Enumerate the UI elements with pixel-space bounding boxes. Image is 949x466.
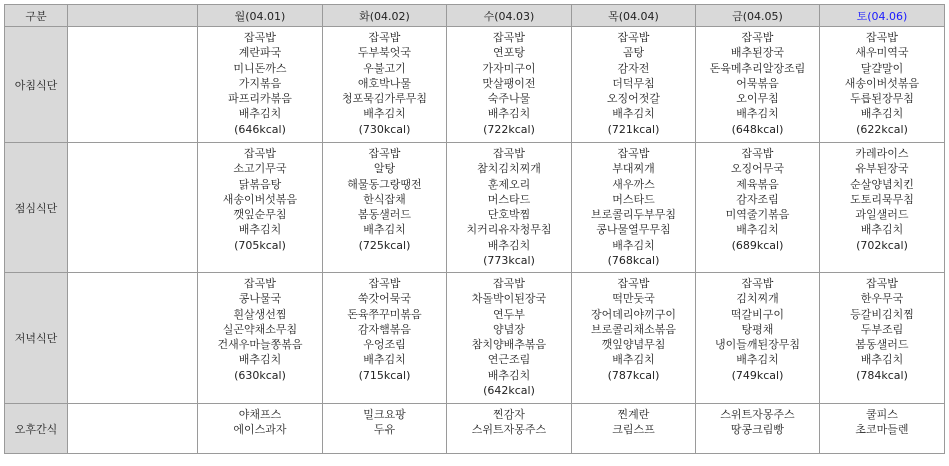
meal-label: 저녁식단 bbox=[5, 273, 68, 404]
menu-item: 배추된장국 bbox=[730, 46, 785, 60]
menu-cell-sat bbox=[820, 143, 945, 273]
menu-item: (730kcal) bbox=[358, 122, 411, 136]
menu-item: 돈육메추리알장조림 bbox=[709, 61, 806, 75]
menu-item: (648kcal) bbox=[731, 122, 784, 136]
menu-item: 배추김치 bbox=[736, 223, 779, 237]
menu-item: 치커리유자청무침 bbox=[466, 223, 552, 237]
menu-item: 감자전 bbox=[617, 61, 650, 75]
day-header-thu: 목(04.04) bbox=[572, 5, 696, 27]
menu-item: 쿨피스 bbox=[866, 408, 898, 421]
menu-item: 잡곡밥 bbox=[244, 147, 276, 160]
menu-item: 감자조림 bbox=[736, 192, 779, 206]
menu-item: (749kcal) bbox=[731, 368, 784, 382]
menu-item: 흰살생선찜 bbox=[233, 307, 287, 321]
menu-item: 잡곡밥 bbox=[741, 147, 774, 160]
menu-item: 오징어젓갈 bbox=[606, 92, 661, 106]
menu-item: 감자햄볶음 bbox=[357, 322, 412, 336]
menu-item: (705kcal) bbox=[234, 238, 286, 252]
menu-cell-fri bbox=[696, 273, 820, 404]
menu-cell-wed bbox=[447, 273, 572, 404]
menu-item: 배추김치 bbox=[363, 353, 406, 367]
menu-item: 미니돈까스 bbox=[233, 61, 287, 75]
menu-item: 잡곡밥 bbox=[493, 31, 525, 44]
menu-item: 새송이버섯볶음 bbox=[844, 76, 920, 90]
menu-item: 연근조림 bbox=[487, 353, 531, 367]
menu-cell-tue bbox=[323, 404, 447, 454]
menu-item: 배추김치 bbox=[860, 353, 904, 367]
menu-cell-tue bbox=[323, 273, 447, 404]
menu-item: 봄동샐러드 bbox=[855, 338, 909, 352]
menu-item: 잡곡밥 bbox=[368, 31, 401, 44]
menu-item: 배추김치 bbox=[487, 368, 531, 382]
menu-item: 브로콜리채소볶음 bbox=[590, 322, 676, 336]
menu-cell-wed bbox=[447, 143, 572, 273]
menu-cell-thu bbox=[572, 143, 696, 273]
menu-item: 배추김치 bbox=[860, 107, 904, 121]
menu-item: 제육볶음 bbox=[736, 177, 779, 191]
menu-item: 배추김치 bbox=[363, 107, 406, 121]
blank-header bbox=[68, 5, 198, 27]
menu-item: 깻잎순무침 bbox=[233, 208, 287, 222]
menu-item: 연두부 bbox=[493, 307, 525, 321]
menu-item: (722kcal) bbox=[483, 122, 535, 136]
menu-item: 우엉조림 bbox=[363, 338, 406, 352]
menu-item: 스위트자몽주스 bbox=[471, 423, 547, 437]
menu-item: 에이스과자 bbox=[233, 423, 287, 437]
menu-item: (689kcal) bbox=[731, 238, 784, 252]
menu-item: 잡곡밥 bbox=[368, 147, 401, 160]
menu-item: 탕평채 bbox=[741, 322, 774, 336]
menu-item: 배추김치 bbox=[363, 223, 406, 237]
menu-item: 잡곡밥 bbox=[617, 147, 650, 160]
menu-item: 장어데리야끼구이 bbox=[590, 307, 676, 321]
menu-item: 스위트자몽주스 bbox=[720, 408, 795, 421]
menu-item: 콩나물국 bbox=[238, 292, 282, 306]
menu-item: 애호박나물 bbox=[357, 76, 412, 90]
menu-item: 크림스프 bbox=[612, 423, 655, 437]
menu-item: 한식잡채 bbox=[363, 192, 406, 206]
snack-row bbox=[5, 404, 945, 454]
menu-item: 양념장 bbox=[493, 322, 525, 336]
menu-item: 배추김치 bbox=[612, 353, 655, 367]
menu-cell-sat bbox=[820, 273, 945, 404]
blank-cell bbox=[68, 273, 198, 404]
lunch-row bbox=[5, 143, 945, 273]
menu-item: 계란파국 bbox=[238, 46, 282, 60]
menu-item: (715kcal) bbox=[358, 368, 411, 382]
menu-item: 새우까스 bbox=[612, 177, 655, 191]
menu-item: 찐감자 bbox=[493, 408, 525, 421]
menu-item: 카레라이스 bbox=[855, 147, 909, 160]
menu-item: 새송이버섯볶음 bbox=[222, 192, 298, 206]
menu-item: 부대찌개 bbox=[612, 162, 655, 176]
menu-item: 초코마들렌 bbox=[855, 423, 909, 437]
menu-cell-wed bbox=[447, 27, 572, 143]
menu-item: 배추김치 bbox=[736, 353, 779, 367]
menu-item: 배추김치 bbox=[612, 107, 655, 121]
menu-item: 훈제오리 bbox=[487, 177, 531, 191]
day-header-wed: 수(04.03) bbox=[447, 5, 572, 27]
menu-item: 단호박찜 bbox=[487, 208, 531, 222]
menu-cell-fri bbox=[696, 27, 820, 143]
meal-label: 오후간식 bbox=[5, 404, 68, 454]
menu-item: 봄동샐러드 bbox=[357, 208, 412, 222]
menu-item: 도토리묵무침 bbox=[850, 192, 914, 206]
menu-item: 쑥갓어묵국 bbox=[357, 292, 412, 306]
menu-item: 잡곡밥 bbox=[244, 31, 276, 44]
menu-cell-tue bbox=[323, 143, 447, 273]
menu-item: 달걀말이 bbox=[860, 61, 904, 75]
menu-item: (702kcal) bbox=[856, 238, 908, 252]
menu-item: 잡곡밥 bbox=[866, 277, 898, 290]
menu-item: 잡곡밥 bbox=[244, 277, 276, 290]
menu-item: 깻잎양념무침 bbox=[601, 338, 666, 352]
menu-item: 건새우마늘쫑볶음 bbox=[217, 338, 303, 352]
menu-item: 머스타드 bbox=[487, 192, 531, 206]
menu-cell-mon bbox=[198, 27, 323, 143]
menu-item: 콩나물열무무침 bbox=[596, 223, 671, 237]
weekly-meal-table bbox=[4, 4, 945, 454]
menu-item: 잡곡밥 bbox=[866, 31, 898, 44]
menu-item: 밀크요팡 bbox=[363, 408, 406, 421]
menu-item: 오징어무국 bbox=[730, 162, 785, 176]
menu-item: (622kcal) bbox=[856, 122, 908, 136]
menu-item: 두부북엇국 bbox=[357, 46, 412, 60]
menu-item: (646kcal) bbox=[234, 122, 286, 136]
category-header: 구분 bbox=[5, 5, 68, 27]
menu-item: 냉이들깨된장무침 bbox=[714, 338, 800, 352]
menu-item: 알탕 bbox=[373, 162, 396, 176]
menu-item: 두유 bbox=[373, 423, 396, 437]
menu-cell-mon bbox=[198, 143, 323, 273]
menu-item: 참치양배추볶음 bbox=[471, 338, 547, 352]
blank-cell bbox=[68, 404, 198, 454]
menu-item: 가자미구이 bbox=[482, 61, 536, 75]
menu-item: 땅콩크림빵 bbox=[730, 423, 785, 437]
menu-item: 배추김치 bbox=[487, 238, 531, 252]
menu-cell-mon bbox=[198, 273, 323, 404]
menu-item: 더덕무침 bbox=[612, 76, 655, 90]
menu-item: 맛살팽이전 bbox=[482, 76, 536, 90]
blank-cell bbox=[68, 143, 198, 273]
menu-cell-thu bbox=[572, 404, 696, 454]
menu-item: 한우무국 bbox=[860, 292, 904, 306]
menu-item: 잡곡밥 bbox=[368, 277, 401, 290]
menu-item: 닭볶음탕 bbox=[238, 177, 282, 191]
menu-item: 떡갈비구이 bbox=[730, 307, 785, 321]
menu-item: 배추김치 bbox=[238, 353, 282, 367]
menu-cell-tue bbox=[323, 27, 447, 143]
menu-item: 김치찌개 bbox=[736, 292, 779, 306]
day-header-mon: 월(04.01) bbox=[198, 5, 323, 27]
menu-item: 잡곡밥 bbox=[741, 31, 774, 44]
menu-cell-wed bbox=[447, 404, 572, 454]
breakfast-row bbox=[5, 27, 945, 143]
menu-item: 잡곡밥 bbox=[493, 147, 525, 160]
menu-cell-fri bbox=[696, 143, 820, 273]
menu-item: (787kcal) bbox=[607, 368, 660, 382]
menu-item: 잡곡밥 bbox=[493, 277, 525, 290]
menu-item: 청포묵김가루무침 bbox=[341, 92, 427, 106]
menu-item: 미역줄기볶음 bbox=[725, 208, 790, 222]
blank-cell bbox=[68, 27, 198, 143]
menu-item: 배추김치 bbox=[238, 223, 282, 237]
menu-item: 유부된장국 bbox=[855, 162, 909, 176]
day-header-sat: 토(04.06) bbox=[820, 5, 945, 27]
menu-item: (773kcal) bbox=[483, 254, 535, 268]
menu-cell-sat bbox=[820, 27, 945, 143]
menu-item: 잡곡밥 bbox=[617, 277, 650, 290]
menu-item: 어묵볶음 bbox=[736, 76, 779, 90]
menu-cell-mon bbox=[198, 404, 323, 454]
menu-item: 실곤약채소무침 bbox=[222, 322, 298, 336]
menu-item: (630kcal) bbox=[234, 368, 286, 382]
menu-item: 소고기무국 bbox=[233, 162, 287, 176]
menu-item: 차돌박이된장국 bbox=[471, 292, 547, 306]
menu-item: 파프리카볶음 bbox=[228, 92, 292, 106]
menu-item: 오이무침 bbox=[736, 92, 779, 106]
menu-item: 배추김치 bbox=[612, 238, 655, 252]
menu-item: 참치김치찌개 bbox=[477, 162, 541, 176]
menu-item: 가지볶음 bbox=[238, 76, 282, 90]
menu-item: (784kcal) bbox=[856, 368, 908, 382]
menu-item: 곰탕 bbox=[622, 46, 645, 60]
menu-item: 숙주나물 bbox=[487, 92, 531, 106]
meal-label: 점심식단 bbox=[5, 143, 68, 273]
menu-cell-thu bbox=[572, 27, 696, 143]
menu-item: 새우미역국 bbox=[855, 46, 909, 60]
menu-item: (768kcal) bbox=[607, 254, 660, 268]
menu-item: 잡곡밥 bbox=[741, 277, 774, 290]
menu-item: 두릅된장무침 bbox=[850, 92, 914, 106]
menu-item: 브로콜리두부무침 bbox=[590, 208, 676, 222]
menu-item: 배추김치 bbox=[860, 223, 904, 237]
menu-item: 돈육쭈꾸미볶음 bbox=[347, 307, 422, 321]
menu-cell-thu bbox=[572, 273, 696, 404]
meal-label: 아침식단 bbox=[5, 27, 68, 143]
menu-item: 배추김치 bbox=[238, 107, 282, 121]
menu-cell-fri bbox=[696, 404, 820, 454]
menu-item: 두부조림 bbox=[860, 322, 904, 336]
menu-cell-sat bbox=[820, 404, 945, 454]
menu-item: 우불고기 bbox=[363, 61, 406, 75]
menu-item: 배추김치 bbox=[736, 107, 779, 121]
menu-item: 야채프스 bbox=[238, 408, 282, 421]
menu-item: 과일샐러드 bbox=[855, 208, 909, 222]
menu-item: (642kcal) bbox=[483, 384, 535, 398]
menu-item: 머스타드 bbox=[612, 192, 655, 206]
menu-item: 순살양념치킨 bbox=[850, 177, 914, 191]
menu-item: 배추김치 bbox=[487, 107, 531, 121]
menu-item: 등갈비김치찜 bbox=[850, 307, 914, 321]
day-header-fri: 금(04.05) bbox=[696, 5, 820, 27]
menu-item: 잡곡밥 bbox=[617, 31, 650, 44]
menu-item: 연포탕 bbox=[493, 46, 525, 60]
dinner-row bbox=[5, 273, 945, 404]
menu-item: 떡만둣국 bbox=[612, 292, 655, 306]
menu-item: 해물동그랑땡전 bbox=[347, 177, 422, 191]
day-header-tue: 화(04.02) bbox=[323, 5, 447, 27]
menu-item: 찐계란 bbox=[617, 408, 650, 421]
menu-item: (721kcal) bbox=[607, 122, 660, 136]
header-row bbox=[5, 5, 945, 27]
menu-item: (725kcal) bbox=[358, 238, 411, 252]
